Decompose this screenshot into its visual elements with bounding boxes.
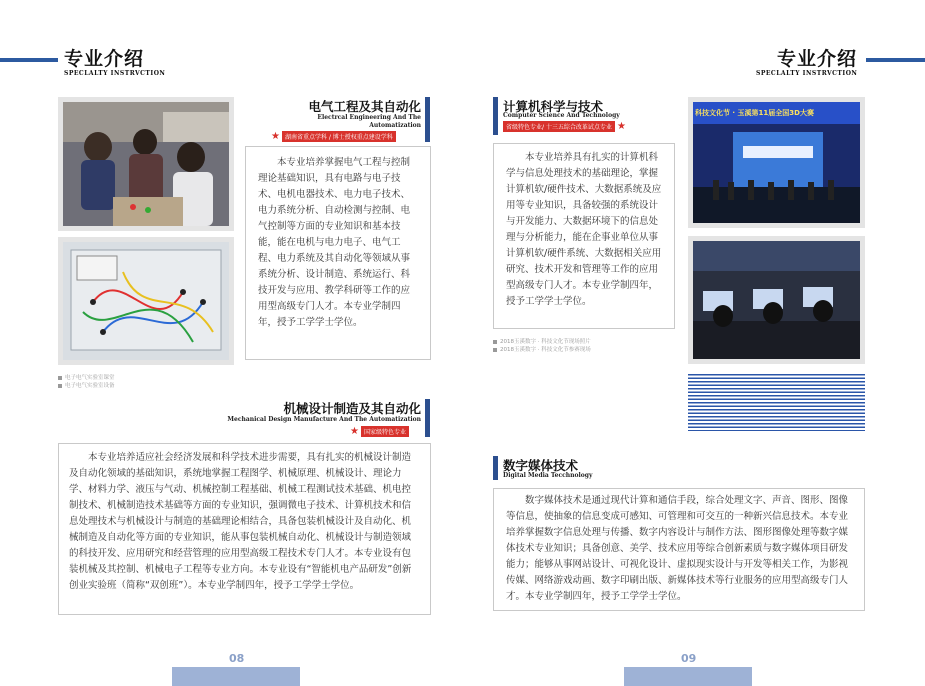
electrical-lab-photo-1 bbox=[58, 97, 234, 231]
electrical-lab-photo-2 bbox=[58, 237, 234, 365]
left-page-number: 08 bbox=[229, 652, 245, 665]
star-icon: ★ bbox=[350, 425, 359, 437]
right-header-line bbox=[866, 58, 925, 62]
left-header-title: 专业介绍 bbox=[64, 48, 145, 70]
cs-tag: 省级特色专业/ 十三五综合改革试点专业 bbox=[503, 121, 615, 132]
mechanical-description: 本专业培养适应社会经济发展和科学技术进步需要，具有扎实的机械设计制造及自动化领域的基础知识，系统地掌握工程图学、机械原理、机械设计、理论力学、材料力学、液压与气动、机械控制工程基础、机械工程测试技术基础、机电控制技术、机械制造技术基础等方面的专业知识，强调微电子技术、计算机技术和信息处理技术与机械设计与制造的基础理论相结合，具备包装机械设计及自动化、机械制造及自动化等方面的专业知识，能从事包装机械自动化、机械设计与制造领域的科技开发、应用研究和经营管理的应用型高级工程技术专门人才。本专业设有包装机械及其控制、机械电子工程等专业方向。本专业设有“智能机电产品研发”创新创业实验班（简称“双创班”）。本专业学制四年，授予工学学士学位。 bbox=[69, 452, 412, 591]
cs-section-title: 计算机科学与技术 bbox=[503, 99, 604, 114]
electrical-description: 本专业培养掌握电气工程与控制理论基础知识，具有电路与电子技术、电机电器技术、电力电子技术、电力系统分析、自动检测与控制、电气控制等方面的专业知识和基本技能，能在电机与电力电子、电气工程、电力系统及其自动化等领域从事系统分析、设计制造、系统运行、科技开发与应用、教学科研等工作的应用型高级专门人才。本专业学制四年，授予工学学士学位。 bbox=[258, 157, 411, 328]
caption-item: 2018玉溪数字 · 科技文化节参赛现场 bbox=[493, 346, 591, 354]
cs-description-box bbox=[493, 143, 675, 329]
mechanical-description-box bbox=[58, 443, 431, 615]
right-header-subtitle: SPECLALTY INSTRVCTION bbox=[756, 70, 858, 77]
star-icon: ★ bbox=[616, 120, 626, 132]
dm-section-title: 数字媒体技术 bbox=[503, 458, 579, 473]
cs-event-photo-2 bbox=[688, 236, 865, 364]
electrical-tag-row bbox=[271, 131, 396, 142]
mechanical-title-bar bbox=[425, 399, 430, 437]
cs-tag-row bbox=[503, 121, 626, 132]
dm-subtitle-en: Digital Media Tecchnology bbox=[503, 472, 593, 479]
left-page-bar bbox=[172, 667, 300, 686]
dm-title-bar bbox=[493, 456, 498, 480]
stage-event-image bbox=[693, 102, 860, 223]
electrical-title-bar bbox=[425, 97, 430, 142]
right-page-number: 09 bbox=[681, 652, 697, 665]
decorative-stripes bbox=[688, 374, 865, 431]
dm-description-box bbox=[493, 488, 865, 611]
event-banner-text: 科技文化节 · 玉溪第11届全国3D大赛 bbox=[695, 109, 814, 117]
star-icon: ★ bbox=[271, 130, 280, 142]
left-header-line bbox=[0, 58, 58, 62]
cs-description: 本专业培养具有扎实的计算机科学与信息处理技术的基础理论，掌握计算机软/硬件技术、大数据系统及应用等专业知识，具备较强的系统设计与开发能力、大数据环境下的信息处理与分析能力，能在企事业单位从事计算机软/硬件系统、大数据相关应用研究、技术开发和管理等工作的应用型高级专门人才。本专业学制四年，授予工学学士学位。 bbox=[506, 152, 662, 307]
electrical-tag: 湖南省重点学科 / 博士授权重点建设学科 bbox=[282, 131, 396, 142]
mechanical-subtitle-en: Mechanical Design Manufacture And The Automatization bbox=[227, 416, 421, 423]
cs-event-photo-1 bbox=[688, 97, 865, 228]
left-captions bbox=[58, 374, 115, 390]
left-header-subtitle: SPECLALTY INSTRVCTION bbox=[64, 70, 166, 77]
caption-item: 电子电气实验室设备 bbox=[58, 382, 115, 390]
mechanical-tag: 国家级特色专业 bbox=[361, 426, 409, 437]
computer-lab-image bbox=[693, 241, 860, 359]
mechanical-section-title: 机械设计制造及其自动化 bbox=[283, 401, 421, 416]
caption-item: 电子电气实验室课堂 bbox=[58, 374, 115, 382]
cs-title-bar bbox=[493, 97, 498, 135]
mechanical-tag-row bbox=[350, 426, 409, 437]
lab-equipment-image bbox=[63, 242, 229, 360]
right-page-bar bbox=[624, 667, 752, 686]
electrical-subtitle-en: Electrcal Engineering And The Automatization bbox=[317, 114, 421, 129]
electrical-section-title: 电气工程及其自动化 bbox=[308, 99, 421, 114]
right-captions bbox=[493, 338, 591, 354]
cs-subtitle-en: Computer Science And Technology bbox=[503, 112, 620, 119]
right-header-title: 专业介绍 bbox=[777, 48, 858, 70]
electrical-description-box bbox=[245, 146, 431, 360]
caption-item: 2018玉溪数字 · 科技文化节现场照片 bbox=[493, 338, 591, 346]
lab-students-image bbox=[63, 102, 229, 226]
dm-description: 数字媒体技术是通过现代计算和通信手段，综合处理文字、声音、图形、图像等信息，使抽象的信息变成可感知、可管理和可交互的一种新兴信息技术。本专业培养掌握数字信息处理与传播、数字内容设计与制作方法、图形图像处理等数字媒体技术专业知识；具备创意、美学、技术应用等综合创新素质与数字媒体项目研发能力；能够从事网站设计、可视化设计、虚拟现实设计与开发等相关工作，为影视传媒、网络游戏动画、数字印刷出版、新媒体技术等行业服务的应用型高级专门人才。本专业学制四年，授予工学学士学位。 bbox=[506, 495, 849, 602]
